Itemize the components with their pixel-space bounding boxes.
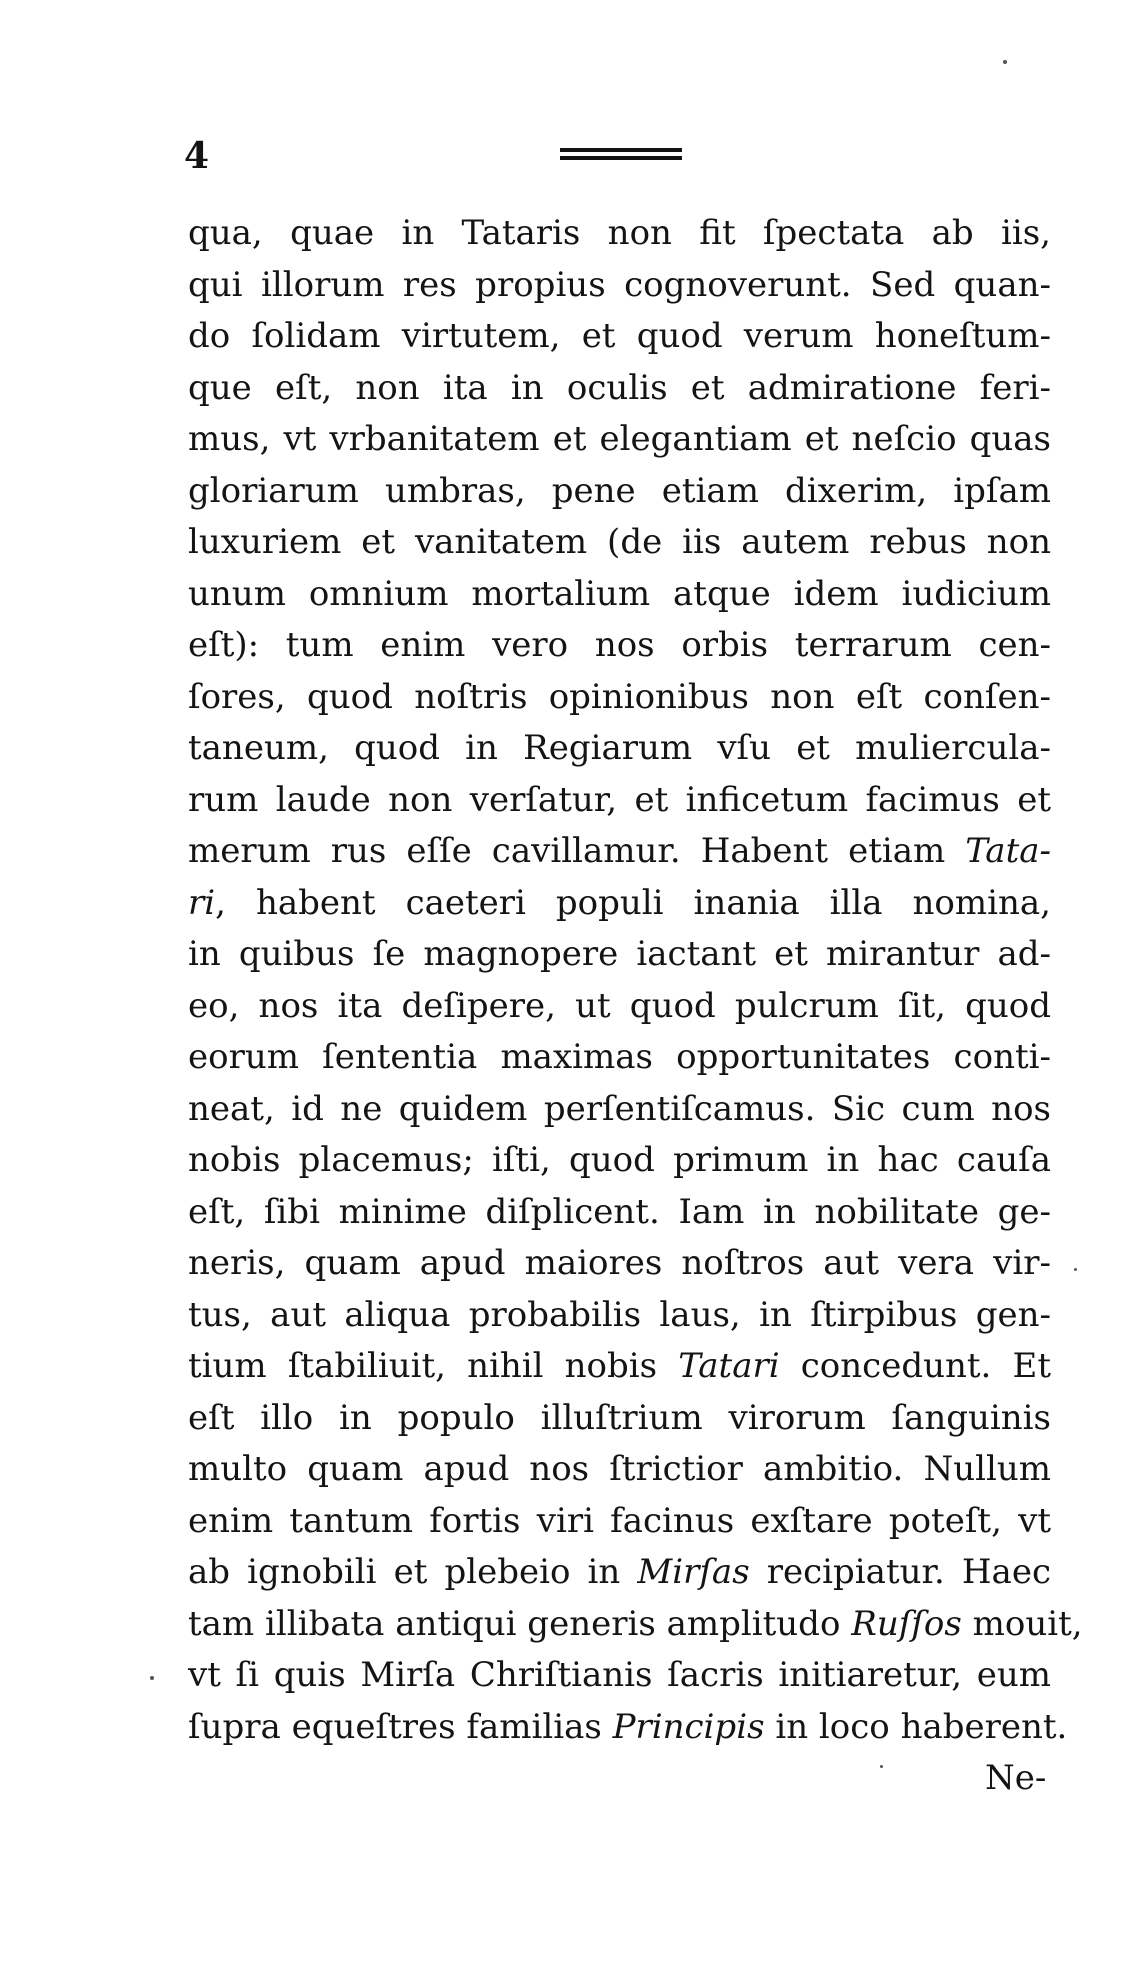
text-line (188, 723, 1051, 775)
text-run: in quibus ſe magnopere iactant et mirantur ad- (188, 934, 1051, 974)
header-double-rule (560, 148, 682, 164)
text-line (188, 1650, 1051, 1702)
text-line (188, 1341, 1051, 1393)
text-run: merum rus eſſe cavillamur. Habent etiam (188, 831, 966, 871)
text-run: recipiatur. Haec (749, 1552, 1051, 1592)
text-run: ſupra equeſtres familias (188, 1706, 613, 1747)
page-number: 4 (184, 135, 210, 177)
text-run: eo, nos ita deſipere, ut quod pulcrum ſit, quod (188, 985, 1051, 1026)
text-run: qua, quae in Tataris non fit ſpectata ab iis, (188, 213, 1051, 253)
text-run: vt ſi quis Mirſa Chriſtianis ſacris initiaretur, eum (188, 1655, 1051, 1695)
text-run: neris, quam apud maiores noſtros aut vera vir- (188, 1243, 1051, 1283)
text-line (188, 1135, 1051, 1187)
text-run: mouit, (961, 1603, 1083, 1644)
italic-word: Tatari (678, 1346, 780, 1386)
text-run: unum omnium mortalium atque idem iudicium (188, 573, 1051, 614)
text-run: neat, id ne quidem perſentiſcamus. Sic cum nos (188, 1088, 1051, 1129)
text-line (188, 672, 1051, 724)
scan-speck (1003, 60, 1007, 64)
text-line (188, 1290, 1051, 1342)
italic-word: Mirſas (637, 1552, 750, 1592)
text-line (188, 363, 1051, 415)
catchword: Ne- (985, 1758, 1047, 1798)
italic-word: ri (188, 882, 216, 923)
text-line (188, 1084, 1051, 1136)
body-text (188, 208, 1083, 1753)
text-line (188, 414, 1051, 466)
text-run: in loco haberent. (764, 1706, 1068, 1747)
rule-line (560, 148, 682, 152)
text-run: , habent caeteri populi inania illa nomina, (215, 882, 1051, 923)
text-run: que eſt, non ita in oculis et admiratione feri- (188, 367, 1051, 408)
text-line (188, 260, 1051, 312)
text-line (188, 826, 1051, 878)
scan-speck (150, 1676, 154, 1680)
text-line (188, 311, 1051, 363)
text-run: rum laude non verſatur, et inficetum facimus et (188, 779, 1051, 820)
text-line (188, 775, 1051, 827)
text-run: gloriarum umbras, pene etiam dixerim, ipſam (188, 470, 1051, 511)
text-line (188, 1187, 1051, 1239)
text-run: eſt illo in populo illuſtrium virorum ſanguinis (188, 1397, 1051, 1438)
italic-word: Tata- (965, 831, 1051, 871)
text-line (188, 1444, 1051, 1496)
text-run: ſores, quod noſtris opinionibus non eſt conſen- (188, 676, 1051, 717)
text-run: luxuriem et vanitatem (de iis autem rebus non (188, 522, 1051, 562)
text-run: nobis placemus; iſti, quod primum in hac cauſa (188, 1140, 1051, 1180)
text-line (188, 208, 1051, 260)
text-line (188, 1599, 1083, 1651)
text-line (188, 1393, 1051, 1445)
text-run: eſt): tum enim vero nos orbis terrarum cen- (188, 625, 1051, 665)
text-line (188, 981, 1051, 1033)
text-run: ab ignobili et plebeio in (188, 1552, 638, 1592)
text-line (188, 929, 1051, 981)
text-run: tus, aut aliqua probabilis laus, in ſtirpibus gen- (188, 1294, 1051, 1335)
text-line (188, 1238, 1051, 1290)
text-run: multo quam apud nos ſtrictior ambitio. Nullum (188, 1449, 1051, 1489)
text-run: eſt, ſibi minime diſplicent. Iam in nobilitate ge- (188, 1191, 1051, 1232)
scan-speck (1074, 1268, 1077, 1271)
text-line (188, 878, 1051, 930)
text-run: qui illorum res propius cognoverunt. Sed quan- (188, 264, 1051, 305)
text-run: mus, vt vrbanitatem et elegantiam et neſcio quas (188, 419, 1051, 459)
rule-line (560, 156, 682, 160)
text-run: concedunt. Et (779, 1346, 1051, 1386)
text-line (188, 466, 1051, 518)
scan-speck (880, 1765, 883, 1768)
text-line (188, 1496, 1051, 1548)
text-line (188, 1032, 1051, 1084)
text-line (188, 1702, 1068, 1754)
text-run: do ſolidam virtutem, et quod verum honeſtum- (188, 316, 1051, 356)
text-run: tium ſtabiliuit, nihil nobis (188, 1346, 679, 1386)
text-line (188, 517, 1051, 569)
text-run: taneum, quod in Regiarum vſu et muliercula- (188, 728, 1051, 768)
text-run: eorum ſententia maximas opportunitates conti- (188, 1037, 1051, 1077)
italic-word: Ruſſos (851, 1603, 962, 1644)
text-run: enim tantum fortis viri facinus exſtare poteſt, vt (188, 1500, 1051, 1541)
text-run: tam illibata antiqui generis amplitudo (188, 1603, 852, 1644)
italic-word: Principis (612, 1706, 765, 1747)
text-line (188, 620, 1051, 672)
text-line (188, 1547, 1051, 1599)
text-line (188, 569, 1051, 621)
